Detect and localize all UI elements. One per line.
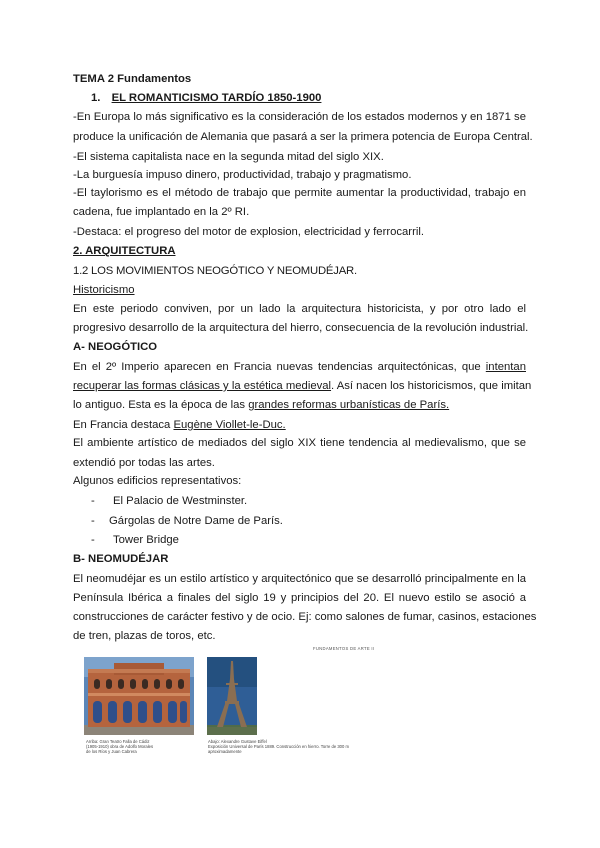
list-marker: - [91, 495, 95, 507]
heading-2: 2. ARQUITECTURA [73, 245, 176, 257]
heading-1-text: EL ROMANTICISMO TARDÍO 1850-1900 [111, 92, 322, 104]
paragraph-line [73, 360, 526, 374]
underlined-text: grandes reformas urbanísticas de París. [248, 399, 450, 411]
paragraph-line: -La burguesía impuso dinero, productividad, trabajo y pragmatismo. [73, 169, 412, 181]
subheading: 1.2 LOS MOVIMIENTOS NEOGÓTICO Y NEOMUDÉJAR. [73, 265, 357, 277]
photo-gran-teatro-falla [84, 657, 194, 735]
paragraph-line: El neomudéjar es un estilo artístico y arquitectónico que se desarrolló principalmente en la [73, 573, 526, 585]
list-item [91, 514, 544, 528]
list-item-text: Gárgolas de Notre Dame de París. [109, 515, 283, 527]
paragraph-line: progresivo desarrollo de la arquitectura del hierro, consecuencia de la revolución industrial. [73, 322, 529, 334]
list-item [91, 533, 544, 547]
figure-title: FUNDAMENTOS DE ARTE II [313, 646, 375, 651]
paragraph-line: En este periodo conviven, por un lado la arquitectura historicista, y por otro lado el [73, 303, 526, 315]
paragraph-line: -El taylorismo es el método de trabajo que permite aumentar la productividad, trabajo en [73, 187, 526, 199]
paragraph-line: -En Europa lo más significativo es la consideración de los estados modernos y en 1871 se [73, 111, 526, 123]
caption-line: (1905-1910) obra de Adolfo Morales [86, 744, 154, 749]
paragraph-line: de tren, plazas de toros, etc. [73, 630, 216, 642]
list-item-text: Tower Bridge [113, 534, 179, 546]
caption-line: Abajo: Alexandre Gustave Eiffel [208, 739, 267, 744]
paragraph-line: produce la unificación de Alemania que pasará a ser la primera potencia de Europa Central. [73, 131, 533, 143]
heading-1 [91, 91, 544, 105]
list-item-text: El Palacio de Westminster. [113, 495, 248, 507]
text-run: lo antiguo. Esta es la época de las [73, 399, 249, 411]
neogotico-heading: A- NEOGÓTICO [73, 341, 158, 353]
paragraph-line: cadena, fue implantado en la 2º RI. [73, 206, 250, 218]
historicismo-heading: Historicismo [73, 284, 135, 296]
caption-2 [208, 739, 349, 754]
caption-line: Arriba: Gran Teatro Falla de Cádiz [86, 739, 150, 744]
list-item [91, 494, 544, 508]
caption-1 [86, 739, 153, 754]
text-run: En Francia destaca [73, 419, 174, 431]
caption-line: de los Ríos y Juan Cabrera [86, 749, 137, 754]
heading-1-number: 1. [91, 92, 101, 104]
paragraph-line: El ambiente artístico de mediados del siglo XIX tiene tendencia al medievalismo, que se [73, 437, 526, 449]
caption-line: Exposición Universal de París 1889. Construcción en hierro. Torre de 300 m [208, 744, 349, 749]
caption-line: aproximadamente [208, 749, 242, 754]
paragraph-line: construcciones de carácter festivo y de ocio. Ej: como salones de fumar, casinos, estaciones [73, 611, 537, 623]
text-run: . Así nacen los historicismos, que imitan [331, 380, 532, 392]
list-marker: - [91, 534, 95, 546]
paragraph-line [73, 379, 532, 393]
paragraph-line: Algunos edificios representativos: [73, 475, 242, 487]
paragraph-line [73, 398, 526, 412]
doc-title: TEMA 2 Fundamentos [73, 73, 192, 85]
paragraph-line: Península Ibérica a finales del siglo 19 y principios del 20. El nuevo estilo se asoció a [73, 592, 526, 604]
underlined-text: intentan [485, 361, 526, 373]
underlined-text: Eugène Viollet-le-Duc. [173, 419, 286, 431]
paragraph-line: extendió por todas las artes. [73, 457, 215, 469]
paragraph-line: -El sistema capitalista nace en la segunda mitad del siglo XIX. [73, 151, 384, 163]
theatre-image [84, 657, 194, 735]
paragraph-line [73, 418, 526, 432]
photo-eiffel-tower [207, 657, 257, 735]
paragraph-line: -Destaca: el progreso del motor de explosion, electricidad y ferrocarril. [73, 226, 424, 238]
eiffel-tower-image [207, 657, 257, 735]
text-run: En el 2º Imperio aparecen en Francia nuevas tendencias arquitectónicas, que [73, 361, 486, 373]
neomudejar-heading: B- NEOMUDÉJAR [73, 553, 169, 565]
list-marker: - [91, 515, 95, 527]
underlined-text: recuperar las formas clásicas y la estética medieval [73, 380, 332, 392]
